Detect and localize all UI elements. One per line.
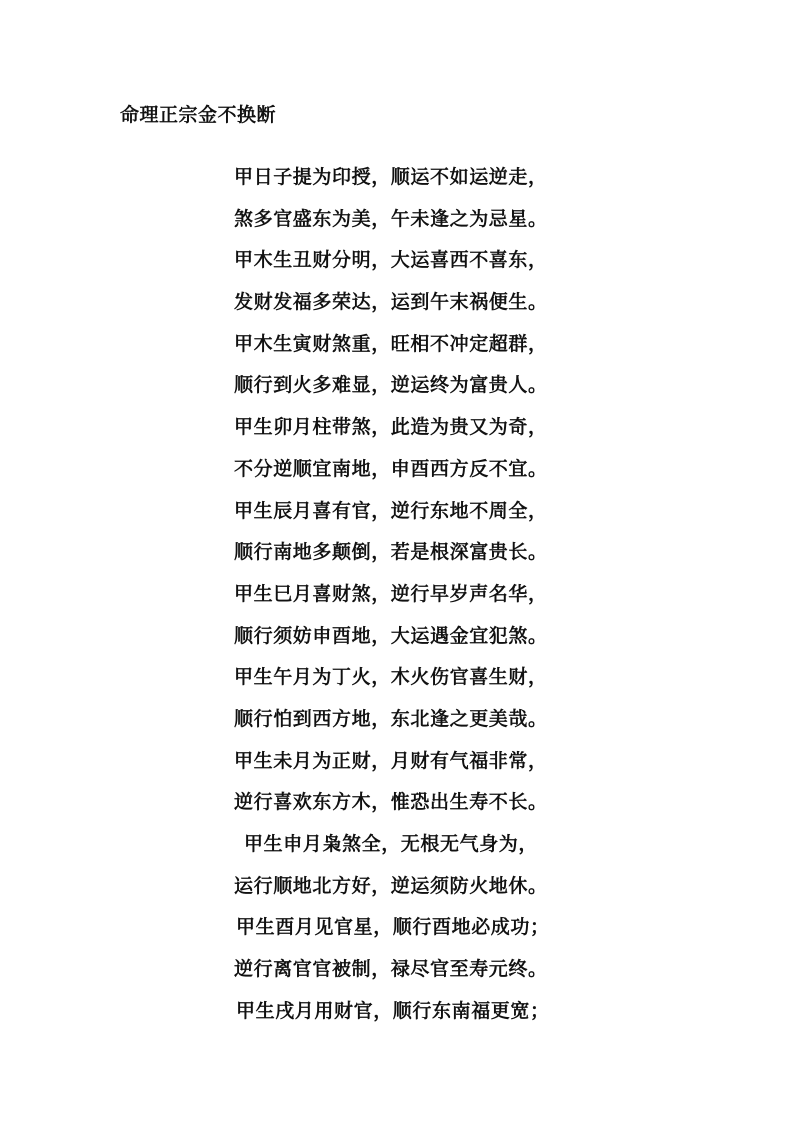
poem-line: 不分逆顺宜南地，申酉西方反不宜。 (234, 457, 548, 480)
document-title: 命理正宗金不换断 (120, 104, 277, 126)
poem-line: 逆行喜欢东方木，惟恐出生寿不长。 (234, 791, 548, 814)
poem-line: 发财发福多荣达，运到午末祸便生。 (234, 291, 548, 314)
poem-line: 甲生卯月柱带煞，此造为贵又为奇， (234, 416, 548, 439)
poem-line: 甲生午月为丁火，木火伤官喜生财， (234, 666, 548, 689)
poem-line: 甲生戌月用财官，顺行东南福更宽； (236, 999, 550, 1022)
poem-line: 甲日子提为印授，顺运不如运逆走， (234, 166, 548, 188)
poem-line: 顺行南地多颠倒，若是根深富贵长。 (234, 541, 548, 564)
poem-line: 甲木生寅财煞重，旺相不冲定超群， (234, 332, 548, 355)
poem-line: 甲生酉月见官星，顺行酉地必成功； (236, 916, 550, 939)
poem-line: 甲木生丑财分明，大运喜西不喜东， (234, 249, 548, 272)
poem-line: 甲生辰月喜有官，逆行东地不周全， (234, 499, 548, 522)
poem-line: 运行顺地北方好，逆运须防火地休。 (234, 874, 548, 897)
poem-line: 逆行离官官被制，禄尽官至寿元终。 (234, 958, 548, 981)
poem-line: 顺行怕到西方地，东北逢之更美哉。 (234, 707, 548, 730)
poem-line: 顺行到火多难显，逆运终为富贵人。 (234, 374, 548, 397)
poem-line: 煞多官盛东为美，午未逢之为忌星。 (234, 207, 548, 230)
poem-line: 甲生巳月喜财煞，逆行早岁声名华， (234, 582, 548, 605)
poem-line: 甲生未月为正财，月财有气福非常， (234, 749, 548, 772)
poem-line: 甲生申月枭煞全，无根无气身为， (244, 833, 539, 855)
poem-body (0, 157, 793, 1032)
poem-line: 顺行须妨申酉地，大运遇金宜犯煞。 (234, 624, 548, 647)
